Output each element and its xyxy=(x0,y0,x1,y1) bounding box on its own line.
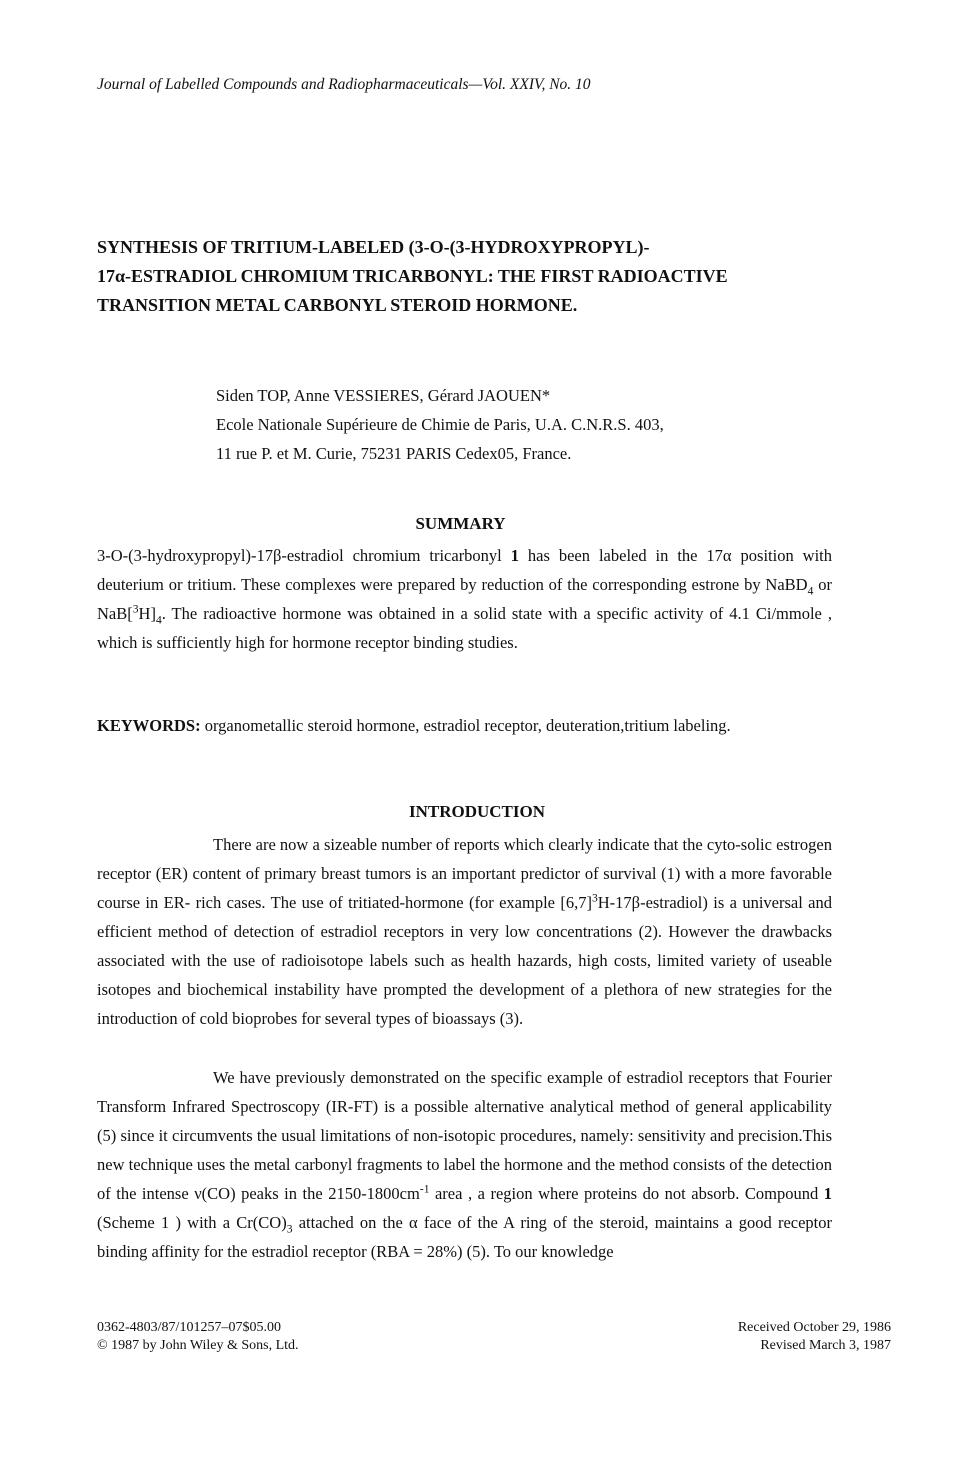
summary-heading: SUMMARY xyxy=(415,514,506,533)
author-names: Siden TOP, Anne VESSIERES, Gérard JAOUEN* xyxy=(216,386,551,405)
keywords-text: organometallic steroid hormone, estradiol receptor, deuteration,tritium labeling. xyxy=(200,716,731,735)
summary-text: 3-O-(3-hydroxypropyl)-17β-estradiol chromium tricarbonyl xyxy=(97,546,511,565)
author-block xyxy=(216,381,664,468)
summary-text: has been labeled in the 17α position with deuterium or tritium. These complexes were prepared by reduction of the corresponding estrone by NaBD xyxy=(97,546,832,594)
affiliation-line-1: Ecole Nationale Supérieure de Chimie de Paris, U.A. C.N.R.S. 403, xyxy=(216,415,664,434)
intro-text: (Scheme 1 ) with a Cr(CO) xyxy=(97,1213,287,1232)
journal-header: Journal of Labelled Compounds and Radiopharmaceuticals—Vol. XXIV, No. 10 xyxy=(97,76,591,93)
keywords-label: KEYWORDS: xyxy=(97,716,201,735)
summary-paragraph xyxy=(97,541,832,657)
intro-text: attached on the α face of the A ring of the steroid, maintains a good receptor binding affinity for the estradiol receptor (RBA = 28%) (5). To our knowledge xyxy=(97,1213,833,1261)
issn-code: 0362-4803/87/101257–07$05.00 xyxy=(97,1320,281,1335)
superscript: 3 xyxy=(591,892,598,905)
summary-text: H] xyxy=(138,604,156,623)
compound-number: 1 xyxy=(823,1184,832,1203)
footer-publication-info xyxy=(97,1319,299,1355)
superscript: -1 xyxy=(419,1183,430,1196)
intro-text: There are now a sizeable number of reports which clearly indicate that the cyto-solic estrogen receptor (ER) content of primary breast tumors is an important predictor of survival (1) with a more favorable course in ER- rich cases. The use of tritiated-hormone (for example [6,7] xyxy=(97,835,832,912)
footer-dates xyxy=(640,1319,891,1355)
compound-number: 1 xyxy=(510,546,519,565)
affiliation-line-2: 11 rue P. et M. Curie, 75231 PARIS Cedex05, France. xyxy=(216,444,572,463)
subscript: 4 xyxy=(155,614,162,627)
intro-text: H-17β-estradiol) is a universal and efficient method of detection of estradiol receptors in very low concentrations (2). However the drawbacks associated with the use of radioisotope labels such as health hazards, high costs, limited variety of useable isotopes and biochemical instability have prompted the development of a plethora of new strategies for the introduction of cold bioprobes for several types of bioassays (3). xyxy=(97,893,833,1028)
subscript: 3 xyxy=(286,1223,293,1236)
title-line-2: 17α-ESTRADIOL CHROMIUM TRICARBONYL: THE FIRST RADIOACTIVE xyxy=(97,266,728,286)
received-date: Received October 29, 1986 xyxy=(737,1320,891,1335)
keywords-line xyxy=(97,716,857,736)
summary-text: or NaB[ xyxy=(97,575,832,623)
intro-paragraph-2 xyxy=(97,1063,832,1266)
introduction-heading: INTRODUCTION xyxy=(408,802,546,821)
title-line-1: SYNTHESIS OF TRITIUM-LABELED (3-O-(3-HYDROXYPROPYL)- xyxy=(97,237,650,257)
copyright-line: © 1987 by John Wiley & Sons, Ltd. xyxy=(97,1338,299,1353)
subscript: 4 xyxy=(807,585,814,598)
intro-paragraph-1 xyxy=(97,830,832,1033)
title-line-3: TRANSITION METAL CARBONYL STEROID HORMONE. xyxy=(97,295,578,315)
superscript: 3 xyxy=(132,603,139,616)
revised-date: Revised March 3, 1987 xyxy=(760,1338,891,1353)
article-title xyxy=(97,233,857,320)
summary-text: . The radioactive hormone was obtained in a solid state with a specific activity of 4.1 Ci/mmole , which is sufficiently high for hormone receptor binding studies. xyxy=(97,604,832,652)
intro-text: area , a region where proteins do not absorb. Compound xyxy=(429,1184,824,1203)
intro-text: We have previously demonstrated on the specific example of estradiol receptors that Fourier Transform Infrared Spectroscopy (IR-FT) is a possible alternative analytical method of general applicability (5) since it circumvents the usual limitations of non-isotopic procedures, namely: sensitivity and precision.This new technique uses the metal carbonyl fragments to label the hormone and the method consists of the detection of the intense ν(CO) peaks in the 2150-1800cm xyxy=(97,1068,832,1203)
